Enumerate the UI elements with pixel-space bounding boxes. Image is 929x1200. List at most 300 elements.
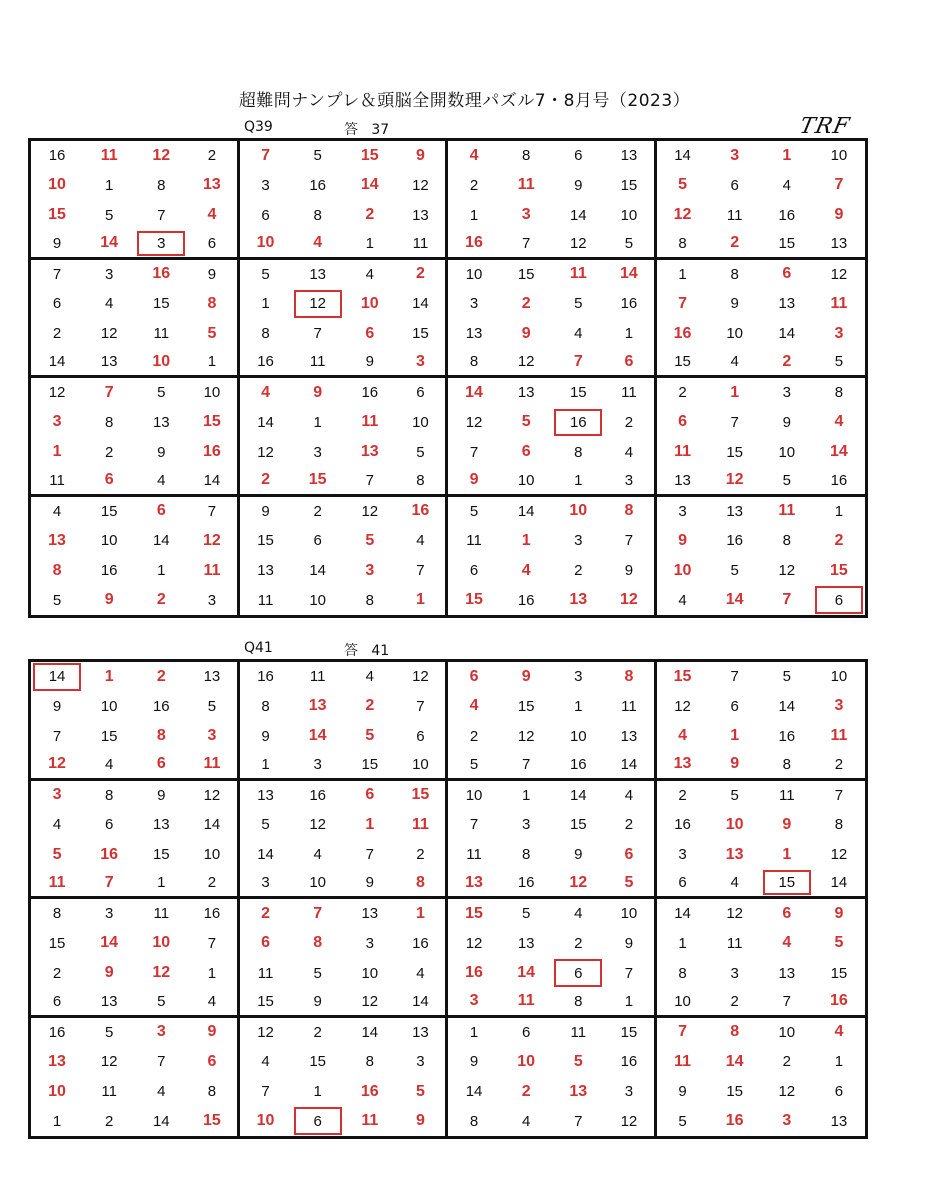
grid-cell: 2	[521, 294, 531, 312]
grid-cell: 5	[761, 467, 813, 497]
grid-cell: 1	[834, 1053, 844, 1071]
grid-cell	[552, 958, 604, 988]
grid-cell: 6	[574, 147, 583, 165]
grid-cell: 13	[465, 325, 483, 343]
grid-cell: 15	[48, 206, 66, 224]
grid-cell: 6	[604, 840, 656, 870]
grid-cell: 6	[31, 988, 83, 1018]
grid-cell: 3	[604, 1077, 656, 1107]
grid-cell: 11	[396, 230, 448, 260]
grid-cell: 14	[813, 869, 865, 899]
grid-cell: 9	[604, 556, 656, 586]
grid-cell: 14	[309, 562, 327, 580]
grid-cell: 13	[309, 265, 327, 283]
grid-cell: 13	[604, 721, 656, 751]
grid-cell: 11	[830, 727, 848, 745]
grid-cell: 10	[778, 1023, 796, 1041]
grid-cell: 14	[778, 697, 796, 715]
grid-cell: 13	[813, 230, 865, 260]
grid-cell: 5	[135, 988, 187, 1018]
grid-cell: 7	[604, 526, 656, 556]
grid-cell: 9	[678, 1083, 687, 1101]
grid-cell: 11	[31, 467, 83, 497]
grid-cell: 4	[396, 958, 448, 988]
grid-cell: 5	[678, 1112, 687, 1130]
grid-cell: 8	[522, 846, 531, 864]
grid-cell: 12	[152, 964, 171, 982]
grid-cell: 14	[569, 786, 587, 804]
grid-cell: 16	[552, 751, 604, 781]
grid-cell: 8	[187, 1077, 239, 1107]
grid-cell: 12	[152, 146, 171, 164]
grid-cell: 5	[782, 668, 791, 686]
grid-cell: 13	[48, 531, 66, 549]
grid-cell: 13	[726, 502, 744, 520]
grid-cell: 15	[396, 319, 448, 349]
grid-cell: 2	[105, 1112, 114, 1130]
grid-cell: 7	[396, 556, 448, 586]
grid-cell: 1	[834, 502, 844, 520]
grid-cell: 12	[465, 413, 483, 431]
grid-cell: 14	[31, 348, 83, 378]
grid-cell: 9	[396, 141, 448, 171]
grid-cell: 14	[830, 443, 848, 461]
grid-cell: 11	[257, 964, 274, 982]
grid-cell: 12	[187, 526, 239, 556]
grid-cell: 13	[657, 751, 709, 781]
grid-cell: 15	[517, 265, 535, 283]
grid-cell: 5	[573, 1052, 583, 1070]
grid-cell: 2	[604, 408, 656, 438]
grid-cell: 13	[517, 384, 535, 402]
grid-cell: 6	[187, 230, 239, 260]
grid-cell: 1	[678, 265, 687, 283]
grid-cell: 11	[257, 591, 274, 609]
grid-cell: 5	[105, 1023, 114, 1041]
grid-cell: 10	[309, 591, 327, 609]
grid-cell: 12	[100, 325, 118, 343]
grid-cell: 8	[678, 964, 687, 982]
grid-cell: 6	[396, 721, 448, 751]
grid-cell: 15	[48, 934, 66, 952]
grid-cell: 8	[604, 662, 656, 692]
grid-cell: 8	[105, 413, 114, 431]
grid-cell: 10	[657, 988, 709, 1018]
grid-cell: 8	[730, 265, 739, 283]
grid-cell: 4	[678, 591, 687, 609]
grid-cell-value: 6	[834, 591, 844, 609]
grid-cell: 7	[574, 1112, 583, 1130]
grid-cell: 15	[240, 988, 292, 1018]
grid-cell: 7	[187, 497, 239, 527]
grid-cell: 15	[152, 295, 170, 313]
grid-cell: 10	[500, 467, 552, 497]
grid-cell: 2	[187, 141, 239, 171]
puzzle-id: Q39	[244, 119, 273, 135]
grid-cell: 8	[52, 561, 62, 579]
grid-cell: 6	[834, 1083, 844, 1101]
grid-cell: 2	[574, 562, 583, 580]
grid-cell: 7	[730, 413, 739, 431]
grid-cell: 4	[709, 869, 761, 899]
grid-cell: 11	[396, 810, 448, 840]
grid-cell: 1	[574, 697, 583, 715]
grid-cell: 4	[292, 230, 344, 260]
grid-cell: 10	[778, 443, 796, 461]
grid-cell: 16	[309, 786, 327, 804]
grid-cell: 13	[778, 964, 796, 982]
puzzle-grid-q41	[28, 659, 868, 1139]
grid-cell: 16	[604, 1047, 656, 1077]
grid-cell: 11	[101, 1083, 117, 1101]
grid-cell: 2	[52, 964, 62, 982]
grid-cell: 3	[292, 751, 344, 781]
grid-cell: 2	[156, 667, 166, 685]
grid-cell: 15	[761, 230, 813, 260]
grid-cell: 3	[730, 964, 739, 982]
grid-cell: 13	[569, 591, 588, 609]
grid-cell: 16	[361, 384, 379, 402]
grid-cell: 5	[52, 845, 62, 863]
grid-cell: 5	[469, 502, 479, 520]
grid-cell: 7	[313, 904, 323, 922]
grid-cell: 10	[465, 786, 483, 804]
grid-cell: 5	[365, 727, 375, 745]
grid-cell	[552, 408, 604, 438]
grid-cell: 14	[674, 905, 691, 923]
grid-cell: 4	[157, 1083, 166, 1101]
grid-cell: 4	[521, 561, 531, 579]
grid-cell: 6	[156, 502, 166, 520]
grid-cell: 12	[309, 816, 327, 834]
grid-cell: 9	[344, 869, 396, 899]
puzzle-id: Q41	[244, 640, 273, 656]
grid-cell: 2	[678, 786, 687, 804]
grid-cell: 12	[48, 384, 66, 402]
grid-cell: 12	[604, 585, 656, 615]
grid-cell: 3	[522, 816, 531, 834]
puzzle-label-q39	[244, 119, 390, 138]
grid-cell: 9	[574, 846, 583, 864]
grid-cell: 11	[466, 846, 482, 864]
grid-cell: 8	[313, 206, 322, 224]
grid-cell: 16	[448, 230, 500, 260]
grid-cell: 12	[552, 869, 604, 899]
grid-cell: 5	[105, 206, 114, 224]
answer-text	[344, 640, 389, 660]
grid-cell: 3	[156, 1023, 166, 1041]
grid-cell: 16	[187, 437, 239, 467]
grid-cell: 8	[761, 751, 813, 781]
grid-cell: 10	[569, 502, 588, 520]
grid-cell: 7	[604, 958, 656, 988]
grid-cell: 2	[709, 988, 761, 1018]
grid-cell: 8	[657, 230, 709, 260]
answer-value: 41	[371, 643, 390, 659]
grid-cell: 14	[778, 325, 796, 343]
grid-cell: 2	[469, 727, 479, 745]
grid-cell: 9	[396, 1106, 448, 1136]
grid-cell: 6	[261, 206, 270, 224]
grid-cell: 12	[100, 1053, 118, 1071]
grid-cell: 12	[396, 171, 448, 201]
grid-cell: 2	[574, 934, 583, 952]
grid-cell: 12	[187, 781, 239, 811]
grid-cell: 6	[135, 751, 187, 781]
grid-cell: 10	[517, 1052, 536, 1070]
grid-cell: 11	[187, 751, 239, 781]
grid-cell: 16	[396, 497, 448, 527]
grid-cell: 6	[522, 1023, 531, 1041]
grid-cell: 14	[725, 591, 744, 609]
grid-cell: 9	[709, 751, 761, 781]
grid-cell: 8	[730, 1023, 740, 1041]
grid-cell: 3	[521, 206, 531, 224]
grid-cell: 1	[396, 899, 448, 929]
grid-cell: 16	[465, 964, 483, 982]
grid-cell: 15	[396, 781, 448, 811]
answer-label: 答	[344, 122, 358, 138]
grid-cell: 3	[678, 502, 687, 520]
grid-cell: 8	[157, 176, 166, 194]
grid-cell: 12	[500, 348, 552, 378]
grid-cell: 5	[396, 437, 448, 467]
grid-cell: 14	[308, 727, 327, 745]
grid-cell: 11	[830, 294, 848, 312]
grid-cell	[292, 1106, 344, 1136]
grid-cell: 10	[604, 899, 656, 929]
grid-cell: 2	[52, 325, 62, 343]
grid-cell: 1	[365, 815, 375, 833]
grid-cell: 6	[782, 265, 792, 283]
grid-cell: 2	[469, 176, 479, 194]
grid-cell-value: 14	[48, 668, 66, 686]
grid-cell: 10	[187, 840, 239, 870]
grid-cell: 12	[396, 662, 448, 692]
grid-cell: 5	[187, 692, 239, 722]
grid-cell: 15	[360, 146, 379, 164]
grid-cell: 14	[674, 147, 691, 165]
grid-cell: 9	[104, 964, 114, 982]
grid-cell: 3	[105, 265, 114, 283]
grid-cell: 9	[292, 988, 344, 1018]
grid-cell: 9	[574, 176, 583, 194]
grid-cell: 5	[261, 816, 270, 834]
grid-cell: 10	[465, 265, 483, 283]
puzzle-grid-q39	[28, 138, 868, 618]
grid-cell: 2	[604, 810, 656, 840]
grid-cell: 8	[52, 905, 62, 923]
grid-cell: 7	[761, 988, 813, 1018]
grid-cell: 4	[52, 502, 62, 520]
grid-cell: 2	[365, 697, 375, 715]
grid-cell-value: 16	[569, 413, 587, 431]
grid-cell: 7	[500, 751, 552, 781]
grid-cell: 1	[469, 206, 479, 224]
grid-cell: 9	[448, 467, 500, 497]
grid-cell: 12	[344, 988, 396, 1018]
grid-cell: 3	[240, 869, 292, 899]
grid-cell: 8	[105, 786, 114, 804]
grid-cell: 13	[396, 1018, 448, 1048]
grid-cell: 16	[778, 727, 796, 745]
grid-cell: 10	[48, 176, 66, 194]
grid-cell: 6	[678, 413, 688, 431]
grid-cell: 4	[469, 146, 479, 164]
grid-cell: 7	[730, 668, 739, 686]
grid-cell: 14	[465, 383, 483, 401]
grid-cell: 10	[830, 147, 848, 165]
grid-cell: 1	[730, 383, 740, 401]
grid-cell: 1	[396, 585, 448, 615]
grid-cell: 11	[361, 413, 379, 431]
grid-cell: 16	[48, 147, 66, 165]
grid-cell: 15	[604, 1018, 656, 1048]
grid-cell: 16	[604, 289, 656, 319]
grid-cell: 7	[365, 846, 374, 864]
grid-cell: 10	[187, 378, 239, 408]
grid-cell: 5	[448, 751, 500, 781]
grid-cell: 14	[257, 413, 274, 431]
grid-cell: 2	[261, 904, 271, 922]
grid-cell: 15	[152, 846, 170, 864]
grid-cell: 16	[257, 668, 274, 686]
grid-cell: 16	[396, 929, 448, 959]
grid-cell: 1	[261, 295, 270, 313]
grid-cell: 2	[313, 502, 322, 520]
grid-cell: 12	[709, 467, 761, 497]
grid-cell: 6	[365, 324, 375, 342]
grid-cell: 15	[292, 467, 344, 497]
grid-cell: 2	[396, 260, 448, 290]
grid-cell: 4	[782, 176, 791, 194]
grid-cell: 13	[360, 443, 379, 461]
grid-cell: 16	[152, 265, 171, 283]
grid-cell: 4	[574, 905, 583, 923]
grid-cell: 12	[257, 443, 274, 461]
grid-cell: 1	[105, 176, 114, 194]
grid-cell: 3	[313, 443, 322, 461]
grid-cell: 15	[726, 443, 744, 461]
grid-cell	[292, 289, 344, 319]
grid-cell: 15	[569, 384, 587, 402]
grid-cell: 10	[240, 230, 292, 260]
grid-cell	[761, 869, 813, 899]
grid-cell: 7	[261, 146, 271, 164]
grid-cell: 2	[834, 531, 844, 549]
grid-cell: 13	[448, 869, 500, 899]
grid-cell: 9	[521, 324, 531, 342]
grid-cell: 9	[344, 348, 396, 378]
grid-cell: 12	[674, 697, 691, 715]
grid-cell: 12	[465, 934, 483, 952]
grid-cell: 7	[678, 1023, 688, 1041]
grid-cell: 8	[365, 591, 374, 609]
grid-cell: 15	[344, 751, 396, 781]
grid-cell: 9	[187, 1018, 239, 1048]
grid-cell: 13	[83, 988, 135, 1018]
grid-cell	[135, 230, 187, 260]
grid-cell: 13	[361, 905, 379, 923]
grid-cell: 6	[469, 667, 479, 685]
grid-cell: 13	[830, 1112, 848, 1130]
grid-cell: 7	[261, 1083, 270, 1101]
grid-cell: 9	[31, 230, 83, 260]
grid-cell: 15	[569, 816, 587, 834]
grid-cell: 3	[834, 697, 844, 715]
grid-cell: 8	[261, 697, 270, 715]
grid-cell: 10	[726, 325, 744, 343]
grid-cell: 3	[396, 348, 448, 378]
grid-cell: 13	[152, 816, 170, 834]
grid-cell: 8	[156, 727, 166, 745]
grid-cell: 1	[604, 988, 656, 1018]
grid-cell: 5	[834, 934, 844, 952]
grid-cell: 3	[448, 988, 500, 1018]
grid-cell: 12	[31, 751, 83, 781]
grid-cell: 2	[105, 443, 114, 461]
grid-cell: 6	[313, 532, 322, 550]
grid-cell: 3	[678, 846, 687, 864]
answer-label: 答	[344, 643, 358, 659]
grid-cell: 10	[830, 668, 848, 686]
grid-cell: 8	[834, 816, 844, 834]
grid-cell: 1	[522, 786, 531, 804]
grid-cell: 11	[569, 265, 587, 283]
grid-cell: 16	[48, 1023, 66, 1041]
grid-cell: 11	[309, 668, 326, 686]
grid-cell: 13	[778, 295, 796, 313]
grid-cell-value: 6	[313, 1112, 322, 1130]
grid-cell: 15	[604, 171, 656, 201]
grid-cell: 4	[187, 988, 239, 1018]
grid-cell: 11	[153, 325, 170, 343]
grid-cell: 16	[500, 869, 552, 899]
grid-cell: 10	[604, 200, 656, 230]
grid-cell: 4	[678, 727, 688, 745]
grid-cell: 5	[187, 319, 239, 349]
grid-cell: 14	[360, 176, 379, 194]
grid-cell: 13	[604, 141, 656, 171]
grid-cell: 8	[574, 443, 583, 461]
grid-cell: 12	[552, 230, 604, 260]
grid-cell: 1	[552, 467, 604, 497]
grid-cell: 9	[52, 697, 62, 715]
grid-cell: 10	[48, 1082, 66, 1100]
grid-cell: 3	[782, 1112, 792, 1130]
grid-cell: 14	[604, 751, 656, 781]
grid-cell: 6	[782, 904, 792, 922]
grid-cell: 13	[257, 786, 274, 804]
grid-cell: 4	[709, 348, 761, 378]
grid-cell: 16	[100, 845, 119, 863]
grid-cell: 8	[469, 1112, 479, 1130]
grid-cell: 11	[292, 348, 344, 378]
grid-cell: 11	[466, 532, 482, 550]
grid-cell: 13	[725, 845, 744, 863]
grid-cell: 2	[313, 1023, 322, 1041]
grid-cell: 14	[152, 1112, 170, 1130]
grid-cell: 16	[813, 988, 865, 1018]
grid-cell: 5	[52, 591, 62, 609]
grid-cell: 5	[678, 176, 688, 194]
grid-cell: 1	[782, 146, 792, 164]
grid-cell: 2	[240, 467, 292, 497]
grid-cell: 1	[604, 319, 656, 349]
grid-cell: 11	[779, 786, 795, 804]
grid-cell: 11	[31, 869, 83, 899]
grid-cell: 2	[521, 1082, 531, 1100]
